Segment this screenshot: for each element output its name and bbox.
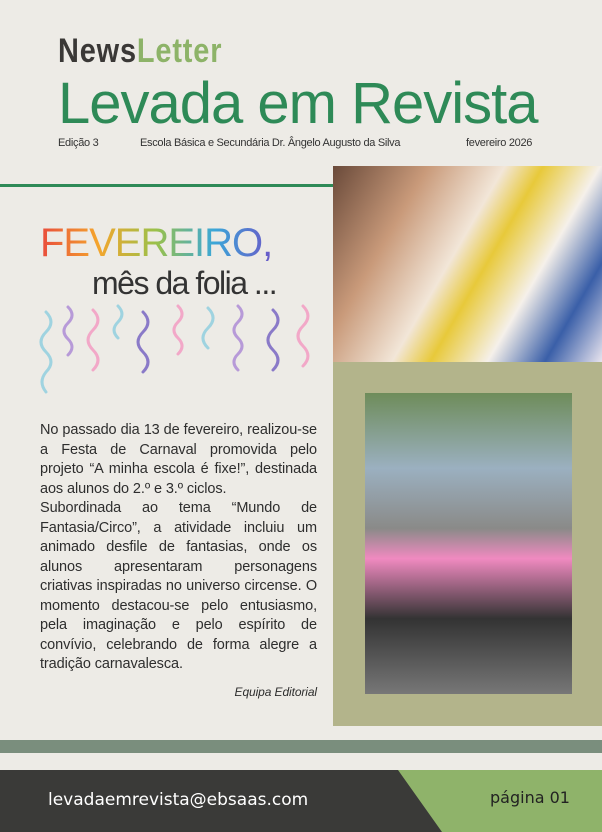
- headline: FEVEREIRO,: [40, 221, 273, 265]
- newsletter-news: News: [58, 32, 137, 70]
- page-number: página 01: [490, 788, 570, 807]
- newsletter-label: [58, 32, 222, 70]
- article-paragraph: Subordinada ao tema “Mundo de Fantasia/Circo”, a atividade incluiu um animado desfile de fantasias, onde os alunos apresentaram personagens criativas inspiradas no universo circense. O momento destacou-se pelo entusiasmo, pela imaginação e pelo espírito de convívio, celebrando de forma alegre a tradição carnavalesca.: [40, 500, 317, 672]
- header-rule: [0, 184, 335, 187]
- school-name: Escola Básica e Secundária Dr. Ângelo Augusto da Silva: [140, 137, 401, 149]
- confetti-decoration: [38, 302, 323, 414]
- issue-date: fevereiro 2026: [466, 137, 533, 149]
- carnival-parade-photo: [365, 393, 572, 694]
- article-body: [40, 421, 317, 700]
- signature: Equipa Editorial: [234, 684, 317, 699]
- masthead-title: Levada em Revista: [58, 71, 538, 136]
- article-paragraph: No passado dia 13 de fevereiro, realizou-se a Festa de Carnaval promovida pelo projeto “A minha escola é fixe!”, destinada aos alunos do 2.º e 3.º ciclos.: [40, 422, 317, 497]
- subheadline: mês da folia ...: [92, 265, 277, 301]
- edition: Edição 3: [58, 137, 99, 149]
- contact-email[interactable]: levadaemrevista@ebsaas.com: [48, 790, 309, 810]
- newsletter-letter: Letter: [136, 32, 223, 70]
- footer-band: [0, 740, 602, 753]
- clowns-selfie-photo: [333, 166, 602, 362]
